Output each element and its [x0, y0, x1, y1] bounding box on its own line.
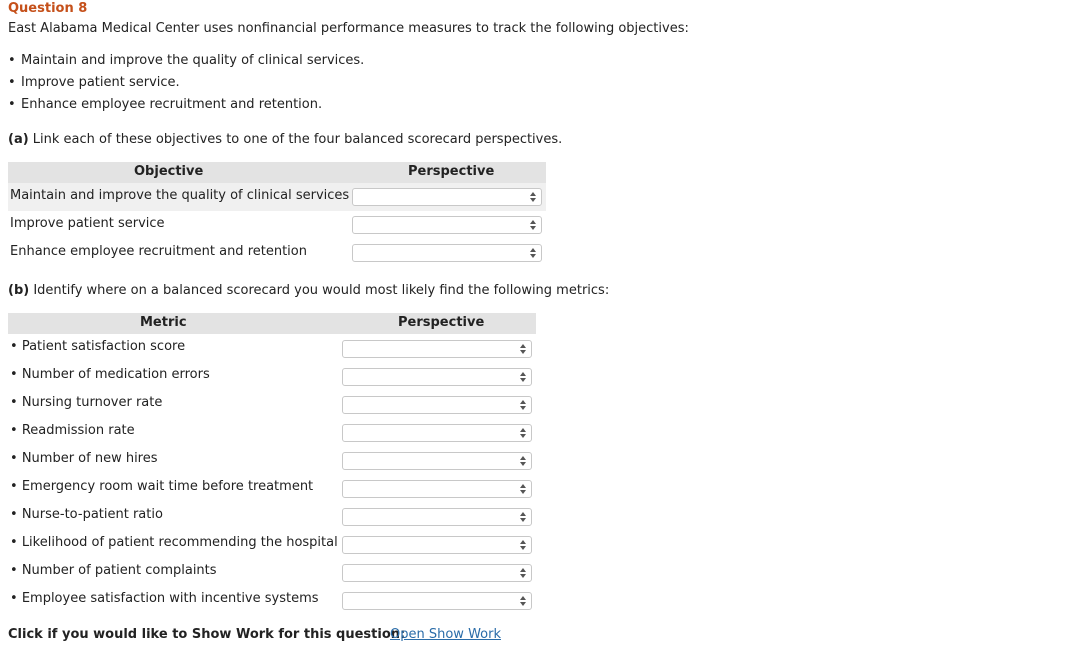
bullet-icon: • — [8, 97, 16, 112]
bullet-icon: • — [8, 75, 16, 90]
table-row — [8, 239, 546, 267]
select-updown-icon — [520, 455, 526, 467]
table-row — [8, 586, 536, 614]
select-updown-icon — [520, 511, 526, 523]
col-header-perspective: Perspective — [398, 315, 485, 330]
bullet-icon: • — [10, 507, 18, 522]
table-row — [8, 362, 536, 390]
select-updown-icon — [520, 483, 526, 495]
metric-text: Likelihood of patient recommending the hospital — [21, 535, 338, 550]
objective-text: Improve patient service. — [21, 75, 180, 90]
row-label — [10, 479, 313, 495]
bullet-icon: • — [10, 339, 18, 354]
part-b-label: (b) — [8, 283, 30, 298]
col-header-metric: Metric — [140, 315, 187, 330]
col-header-objective: Objective — [134, 164, 204, 179]
row-label — [10, 507, 163, 523]
perspective-select[interactable] — [352, 216, 542, 234]
metrics-table — [8, 313, 536, 614]
row-label: Maintain and improve the quality of clinical services — [10, 188, 350, 203]
bullet-icon: • — [10, 591, 18, 606]
metric-text: Number of medication errors — [21, 367, 210, 382]
table-row — [8, 474, 536, 502]
part-a-prompt — [8, 132, 562, 147]
perspective-select[interactable] — [342, 480, 532, 498]
part-b-prompt — [8, 283, 609, 298]
select-updown-icon — [520, 371, 526, 383]
metric-text: Employee satisfaction with incentive systems — [21, 591, 319, 606]
perspective-select[interactable] — [342, 452, 532, 470]
perspective-select[interactable] — [352, 244, 542, 262]
table-row — [8, 183, 546, 211]
table-row — [8, 502, 536, 530]
metric-text: Emergency room wait time before treatment — [21, 479, 314, 494]
row-label — [10, 367, 210, 383]
table-row — [8, 390, 536, 418]
bullet-icon: • — [8, 53, 16, 68]
perspective-select[interactable] — [342, 536, 532, 554]
perspective-select[interactable] — [342, 396, 532, 414]
table-row — [8, 530, 536, 558]
objective-item — [8, 97, 364, 119]
select-updown-icon — [520, 595, 526, 607]
question-intro: East Alabama Medical Center uses nonfinancial performance measures to track the following objectives: — [8, 21, 689, 36]
table-row — [8, 334, 536, 362]
objective-text: Maintain and improve the quality of clinical services. — [21, 53, 365, 68]
metric-text: Nursing turnover rate — [21, 395, 163, 410]
perspective-select[interactable] — [352, 188, 542, 206]
select-updown-icon — [530, 247, 536, 259]
part-a-text: Link each of these objectives to one of the four balanced scorecard perspectives. — [32, 132, 563, 147]
row-label: Enhance employee recruitment and retention — [10, 244, 307, 259]
row-label — [10, 451, 158, 467]
select-updown-icon — [520, 343, 526, 355]
metric-text: Nurse-to-patient ratio — [21, 507, 163, 522]
perspective-select[interactable] — [342, 340, 532, 358]
part-a-label: (a) — [8, 132, 29, 147]
table-row — [8, 446, 536, 474]
part-b-text: Identify where on a balanced scorecard you would most likely find the following metrics: — [33, 283, 610, 298]
row-label — [10, 535, 338, 551]
objectives-table — [8, 162, 546, 267]
perspective-select[interactable] — [342, 368, 532, 386]
perspective-select[interactable] — [342, 564, 532, 582]
table-row — [8, 418, 536, 446]
objectives-list — [8, 53, 364, 119]
metric-text: Number of new hires — [21, 451, 158, 466]
open-show-work-link[interactable]: Open Show Work — [390, 627, 501, 642]
bullet-icon: • — [10, 563, 18, 578]
question-title: Question 8 — [8, 1, 88, 16]
select-updown-icon — [530, 219, 536, 231]
table-row — [8, 211, 546, 239]
bullet-icon: • — [10, 479, 18, 494]
select-updown-icon — [530, 191, 536, 203]
objective-item — [8, 53, 364, 75]
metric-text: Number of patient complaints — [21, 563, 217, 578]
select-updown-icon — [520, 427, 526, 439]
col-header-perspective: Perspective — [408, 164, 495, 179]
select-updown-icon — [520, 539, 526, 551]
select-updown-icon — [520, 567, 526, 579]
perspective-select[interactable] — [342, 424, 532, 442]
objective-text: Enhance employee recruitment and retention. — [21, 97, 323, 112]
row-label — [10, 423, 135, 439]
table-header — [8, 313, 536, 334]
row-label — [10, 339, 185, 355]
objective-item — [8, 75, 364, 97]
bullet-icon: • — [10, 535, 18, 550]
row-label — [10, 395, 162, 411]
row-label: Improve patient service — [10, 216, 165, 231]
show-work-prompt: Click if you would like to Show Work for this question: — [8, 627, 406, 642]
bullet-icon: • — [10, 423, 18, 438]
row-label — [10, 591, 319, 607]
perspective-select[interactable] — [342, 508, 532, 526]
row-label — [10, 563, 217, 579]
bullet-icon: • — [10, 395, 18, 410]
metric-text: Readmission rate — [21, 423, 135, 438]
table-header — [8, 162, 546, 183]
perspective-select[interactable] — [342, 592, 532, 610]
table-row — [8, 558, 536, 586]
bullet-icon: • — [10, 451, 18, 466]
metric-text: Patient satisfaction score — [21, 339, 186, 354]
select-updown-icon — [520, 399, 526, 411]
bullet-icon: • — [10, 367, 18, 382]
